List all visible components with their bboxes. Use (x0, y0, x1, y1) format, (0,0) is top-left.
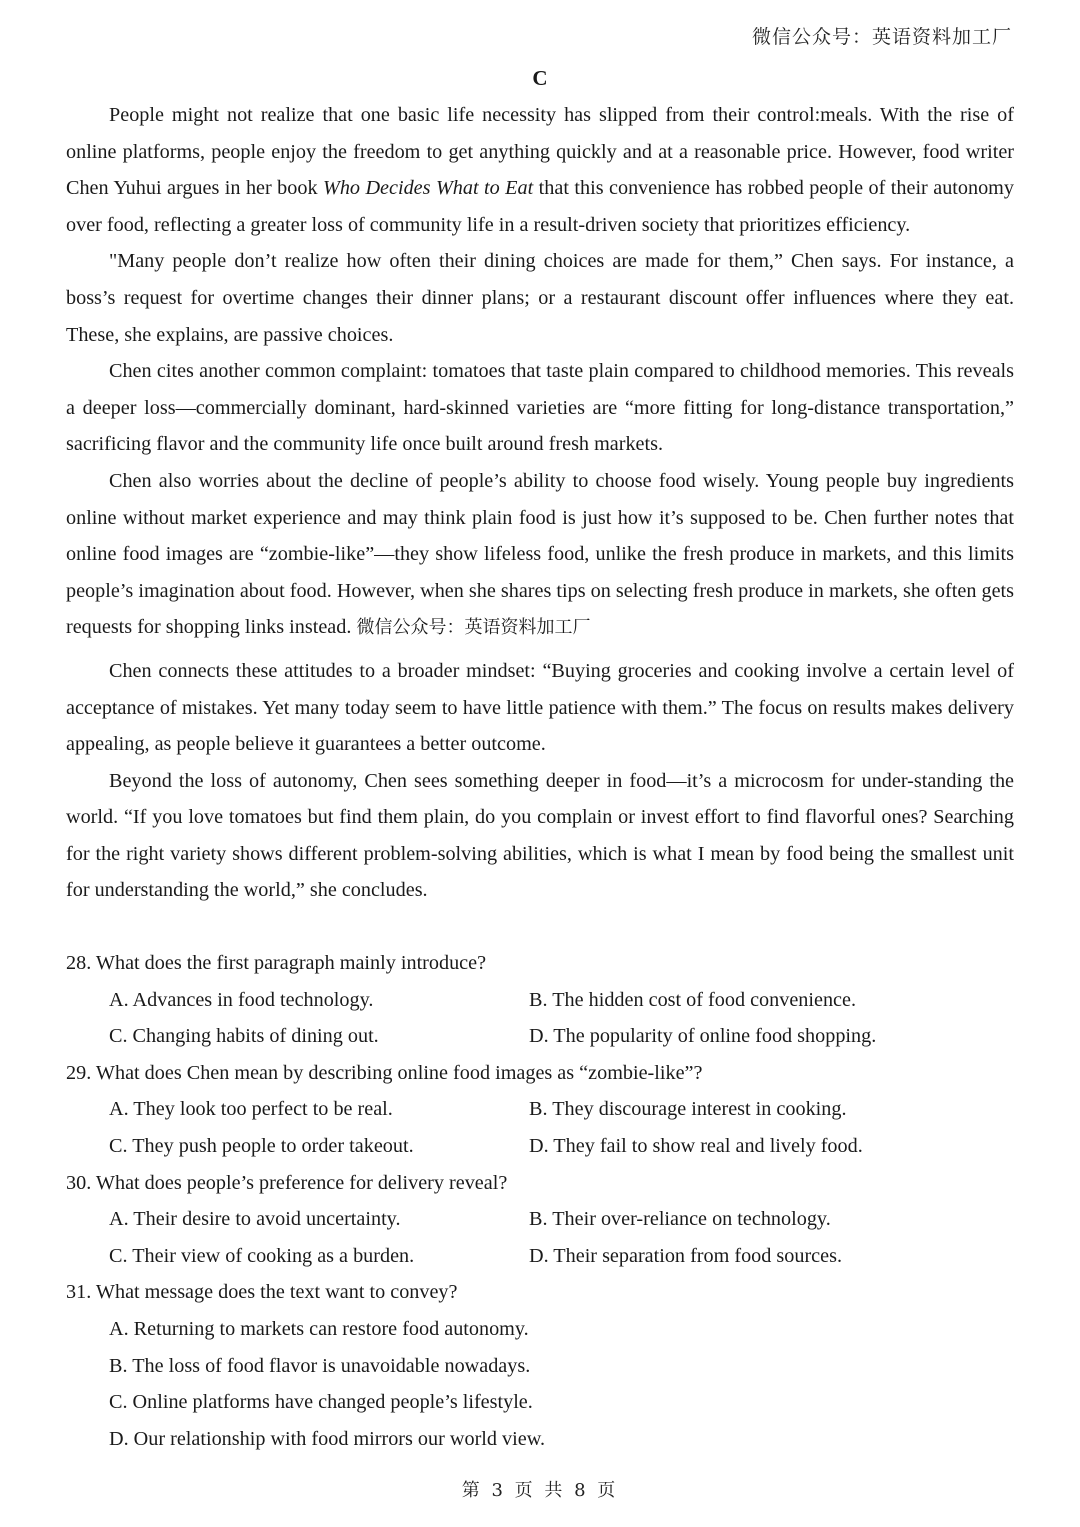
question-28 (66, 945, 1014, 1055)
option-b: B. They discourage interest in cooking. (529, 1098, 847, 1121)
paragraph-6: Beyond the loss of autonomy, Chen sees something deeper in food—it’s a microcosm for under-standing the world. “If you love tomatoes but find them plain, do you complain or invest effort to find flavorful ones? Searching for the right variety shows different problem-solving abilities, which is what I mean by food being the smallest unit for understanding the world,” she concludes. (66, 769, 1014, 902)
option-d: D. Our relationship with food mirrors our world view. (109, 1427, 546, 1450)
option-c: C. Changing habits of dining out. (109, 1025, 379, 1048)
question-stem: 29. What does Chen mean by describing online food images as “zombie-like”? (66, 1061, 703, 1084)
question-30 (66, 1165, 1014, 1275)
paragraph-2: "Many people don’t realize how often their dining choices are made for them,” Chen says. For instance, a boss’s request for overtime changes their dinner plans; or a restaurant discount offer influences where they eat. These, she explains, are passive choices. (66, 250, 1014, 346)
option-a: A. Advances in food technology. (109, 988, 374, 1011)
paragraph-5: Chen connects these attitudes to a broader mindset: “Buying groceries and cooking involve a certain level of acceptance of mistakes. Yet many today seem to have little patience with them.” The focus on results makes delivery appealing, as people believe it guarantees a better outcome. (66, 659, 1014, 756)
questions (66, 945, 1014, 1457)
option-a: A. Returning to markets can restore food autonomy. (109, 1317, 529, 1340)
option-d: D. Their separation from food sources. (529, 1244, 843, 1267)
section-title: C (532, 66, 548, 90)
option-a: A. They look too perfect to be real. (109, 1098, 393, 1121)
option-c: C. Their view of cooking as a burden. (109, 1244, 415, 1267)
question-stem: 30. What does people’s preference for delivery reveal? (66, 1171, 508, 1194)
question-29 (66, 1055, 1014, 1165)
option-d: D. The popularity of online food shopping. (529, 1025, 877, 1048)
question-31 (66, 1274, 1014, 1457)
book-title: Who Decides What to Eat (323, 177, 534, 200)
option-b: B. The hidden cost of food convenience. (529, 988, 857, 1011)
option-b: B. The loss of food flavor is unavoidable nowadays. (109, 1354, 531, 1377)
watermark-text: 微信公众号：英语资料加工厂 (356, 617, 591, 639)
option-c: C. They push people to order takeout. (109, 1134, 414, 1157)
page-header: 微信公众号：英语资料加工厂 (751, 26, 1012, 48)
option-c: C. Online platforms have changed people’s lifestyle. (109, 1391, 533, 1414)
question-stem: 28. What does the first paragraph mainly introduce? (66, 952, 487, 974)
option-a: A. Their desire to avoid uncertainty. (109, 1208, 401, 1231)
reading-passage (66, 97, 1014, 909)
question-stem: 31. What message does the text want to convey? (66, 1281, 458, 1304)
option-d: D. They fail to show real and lively food. (529, 1134, 863, 1157)
option-b: B. Their over-reliance on technology. (529, 1208, 831, 1231)
paragraph-1: People might not realize that one basic life necessity has slipped from their control:meals. With the rise of online platforms, people enjoy the freedom to get anything quickly and at a reasonable price. However, food writer Chen Yuhui argues in her book Who Decides What to Eat that this convenience has robbed people of their autonomy over food, reflecting a greater loss of community life in a result-driven society that prioritizes efficiency. (66, 104, 1014, 236)
paragraph-4: Chen also worries about the decline of people’s ability to choose food wisely. Young people buy ingredients online without market experience and may think plain food is just how it’s supposed to be. Chen further notes that online food images are “zombie-like”—they show lifeless food, unlike the fresh produce in markets, and this limits people’s imagination about food. However, when she shares tips on selecting fresh produce in markets, she often gets requests for shopping links instead. 微信公众号：英语资料加工厂 (66, 469, 1014, 639)
paragraph-3: Chen cites another common complaint: tomatoes that taste plain compared to childhood memories. This reveals a deeper loss—commercially dominant, hard-skinned varieties are “more fitting for long-distance transportation,” sacrificing flavor and the community life once built around fresh markets. (66, 360, 1014, 456)
page-number: 第 3 页 共 8 页 (461, 1480, 619, 1501)
